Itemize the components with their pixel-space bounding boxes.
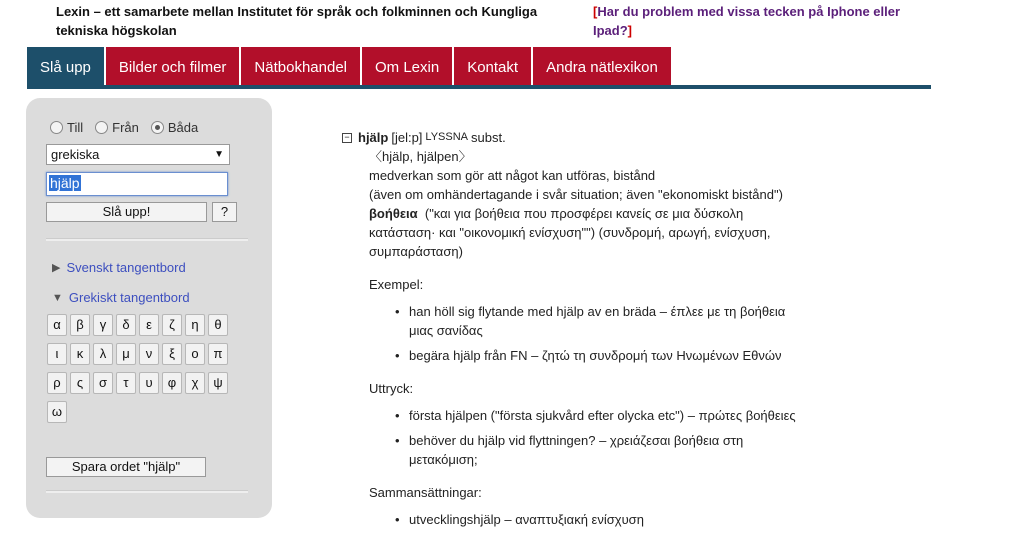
site-title: Lexin – ett samarbete mellan Institutet för språk och folkminnen och Kungliga tekniska högskolan bbox=[56, 4, 538, 38]
translation-block bbox=[369, 204, 802, 261]
key-alpha[interactable]: α bbox=[47, 314, 67, 336]
compounds-list bbox=[369, 510, 802, 529]
tab-om-lexin[interactable]: Om Lexin bbox=[362, 47, 452, 85]
swedish-keyboard-toggle[interactable]: ▶ Svenskt tangentbord bbox=[52, 260, 186, 275]
list-item: • första hjälpen ("första sjukvård efter olycka etc") – πρώτες βοήθειες bbox=[369, 406, 802, 425]
key-upsilon[interactable]: υ bbox=[139, 372, 159, 394]
key-mu[interactable]: μ bbox=[116, 343, 136, 365]
key-omega[interactable]: ω bbox=[47, 401, 67, 423]
listen-link[interactable]: LYSSNA bbox=[425, 131, 469, 143]
pronunciation: [jel:p] bbox=[391, 130, 423, 145]
key-lambda[interactable]: λ bbox=[93, 343, 113, 365]
radio-button[interactable] bbox=[50, 121, 63, 134]
dictionary-entry bbox=[342, 128, 802, 535]
radio-button-selected[interactable] bbox=[151, 121, 164, 134]
greek-keyboard bbox=[47, 314, 247, 423]
examples-list bbox=[369, 302, 802, 365]
tab-sla-upp[interactable]: Slå upp bbox=[27, 47, 104, 85]
translation: βοήθεια bbox=[369, 206, 418, 221]
expand-triangle-icon: ▶ bbox=[52, 262, 61, 274]
iphone-notice[interactable]: [Har du problem med vissa tecken på Iphone eller Ipad?] bbox=[593, 4, 901, 38]
search-input[interactable]: hjälp bbox=[46, 172, 228, 196]
nav-underline bbox=[27, 85, 931, 89]
key-kappa[interactable]: κ bbox=[70, 343, 90, 365]
collapse-icon[interactable]: − bbox=[342, 133, 352, 143]
radio-bada[interactable]: Båda bbox=[151, 120, 198, 135]
definition-note: (även om omhändertagande i svår situation; även "ekonomiskt bistånd") bbox=[369, 187, 783, 202]
key-pi[interactable]: π bbox=[208, 343, 228, 365]
key-tau[interactable]: τ bbox=[116, 372, 136, 394]
radio-fran[interactable]: Från bbox=[95, 120, 139, 135]
idioms-label: Uttryck: bbox=[369, 381, 414, 396]
key-iota[interactable]: ι bbox=[47, 343, 67, 365]
key-beta[interactable]: β bbox=[70, 314, 90, 336]
key-zeta[interactable]: ζ bbox=[162, 314, 182, 336]
list-item: • han höll sig flytande med hjälp av en bräda – έπλεε με τη βοήθεια μιας σανίδας bbox=[369, 302, 802, 340]
key-theta[interactable]: θ bbox=[208, 314, 228, 336]
key-eta[interactable]: η bbox=[185, 314, 205, 336]
help-button[interactable]: ? bbox=[212, 202, 237, 222]
key-nu[interactable]: ν bbox=[139, 343, 159, 365]
key-psi[interactable]: ψ bbox=[208, 372, 228, 394]
examples-label: Exempel: bbox=[369, 277, 424, 292]
entry-header bbox=[342, 128, 802, 147]
definition: medverkan som gör att något kan utföras, bistånd bbox=[369, 168, 656, 183]
language-select[interactable]: grekiska ▼ bbox=[46, 144, 230, 165]
search-sidebar bbox=[26, 98, 272, 518]
key-epsilon[interactable]: ε bbox=[139, 314, 159, 336]
inflection-forms: 〈hjälp, hjälpen〉 bbox=[369, 149, 472, 164]
compounds-label: Sammansättningar: bbox=[369, 485, 482, 500]
key-final-sigma[interactable]: ς bbox=[70, 372, 90, 394]
tab-natbokhandel[interactable]: Nätbokhandel bbox=[241, 47, 360, 85]
list-item: • behöver du hjälp vid flyttningen? – χρειάζεσαι βοήθεια στη μετακόμιση; bbox=[369, 431, 802, 469]
key-rho[interactable]: ρ bbox=[47, 372, 67, 394]
key-chi[interactable]: χ bbox=[185, 372, 205, 394]
headword: hjälp bbox=[358, 130, 389, 145]
greek-keyboard-toggle[interactable]: ▼ Grekiskt tangentbord bbox=[52, 290, 190, 305]
list-item: • begära hjälp från FN – ζητώ τη συνδρομή των Ηνωμένων Εθνών bbox=[369, 346, 802, 365]
idioms-list bbox=[369, 406, 802, 469]
tab-andra-natlexikon[interactable]: Andra nätlexikon bbox=[533, 47, 671, 85]
main-nav bbox=[27, 47, 673, 85]
direction-radios bbox=[50, 120, 198, 135]
key-omicron[interactable]: ο bbox=[185, 343, 205, 365]
dropdown-arrow-icon: ▼ bbox=[214, 149, 224, 160]
lookup-button[interactable]: Slå upp! bbox=[46, 202, 207, 222]
divider bbox=[46, 238, 248, 241]
tab-bilder-och-filmer[interactable]: Bilder och filmer bbox=[106, 47, 240, 85]
key-gamma[interactable]: γ bbox=[93, 314, 113, 336]
key-delta[interactable]: δ bbox=[116, 314, 136, 336]
tab-kontakt[interactable]: Kontakt bbox=[454, 47, 531, 85]
divider bbox=[46, 490, 248, 493]
radio-button[interactable] bbox=[95, 121, 108, 134]
key-xi[interactable]: ξ bbox=[162, 343, 182, 365]
key-phi[interactable]: φ bbox=[162, 372, 182, 394]
list-item: • utvecklingshjälp – αναπτυξιακή ενίσχυση bbox=[369, 510, 802, 529]
key-sigma[interactable]: σ bbox=[93, 372, 113, 394]
radio-till[interactable]: Till bbox=[50, 120, 83, 135]
translation-note: ("και για βοήθεια που προσφέρει κανείς σε μια δύσκολη κατάσταση· και "οικονομική ενίσχυση"") (συνδρομή, αρωγή, ενίσχυση, συμπαράσταση) bbox=[369, 206, 771, 259]
part-of-speech: subst. bbox=[471, 130, 506, 145]
collapse-triangle-icon: ▼ bbox=[52, 291, 63, 304]
save-word-button[interactable]: Spara ordet "hjälp" bbox=[46, 457, 206, 477]
